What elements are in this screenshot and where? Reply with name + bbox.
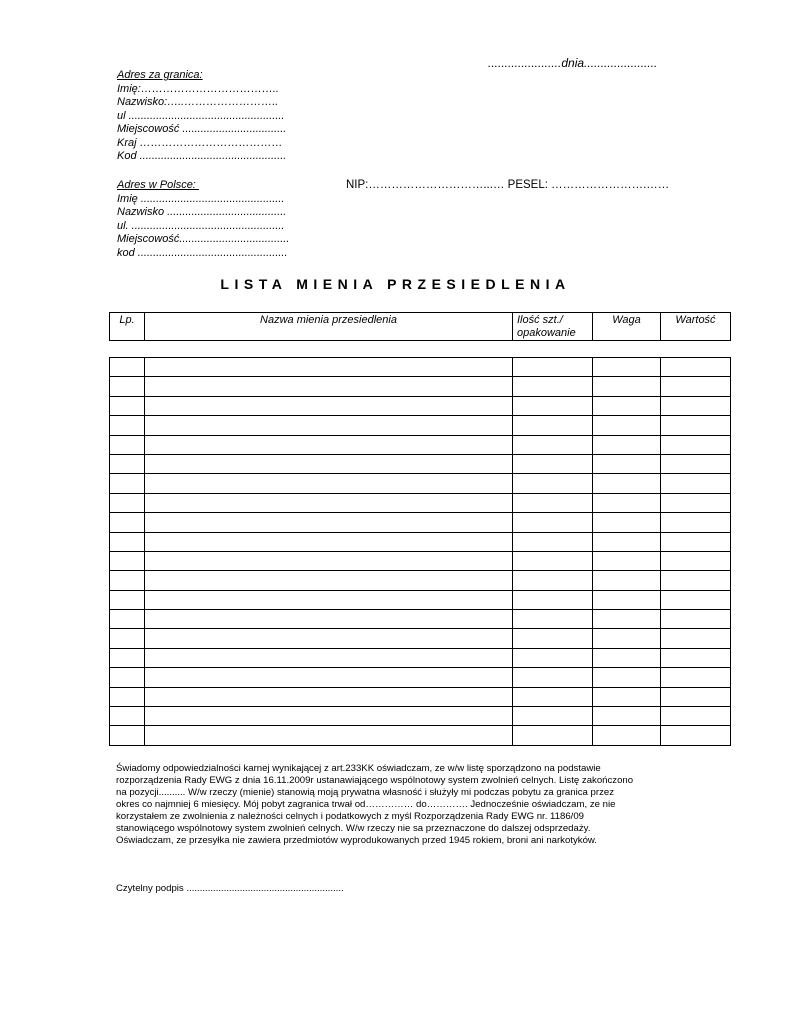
value-cell[interactable] xyxy=(661,726,731,745)
quantity-cell[interactable] xyxy=(513,707,593,726)
declaration-line: okres co najmniej 6 miesięcy. Mój pobyt zagranica trwał od…………… do…………. Jednocześnie oświadczam, ze nie xyxy=(116,799,616,810)
value-cell[interactable] xyxy=(661,493,731,512)
lp-cell[interactable] xyxy=(110,396,145,415)
quantity-cell[interactable] xyxy=(513,590,593,609)
table-row xyxy=(110,571,731,590)
lp-cell[interactable] xyxy=(110,358,145,377)
header-quantity xyxy=(513,313,593,341)
quantity-cell[interactable] xyxy=(513,687,593,706)
quantity-cell[interactable] xyxy=(513,551,593,570)
weight-cell[interactable] xyxy=(593,610,661,629)
name-cell[interactable] xyxy=(145,513,513,532)
weight-cell[interactable] xyxy=(593,454,661,473)
lp-cell[interactable] xyxy=(110,629,145,648)
table-row xyxy=(110,416,731,435)
lp-cell[interactable] xyxy=(110,610,145,629)
table-row xyxy=(110,474,731,493)
date-field[interactable]: ......................dnia...................... xyxy=(488,56,658,70)
header-quantity-line1: Ilość szt./ xyxy=(517,314,563,326)
items-table-header xyxy=(109,312,731,341)
declaration-text xyxy=(116,763,696,847)
weight-cell[interactable] xyxy=(593,629,661,648)
table-header-row xyxy=(110,313,731,341)
abroad-country-field[interactable]: Kraj ………………………………… xyxy=(117,136,283,149)
weight-cell[interactable] xyxy=(593,416,661,435)
table-row xyxy=(110,629,731,648)
quantity-cell[interactable] xyxy=(513,377,593,396)
name-cell[interactable] xyxy=(145,707,513,726)
declaration-line: stanowiącego wspólnotowy system zwolnień celnych. W/w rzeczy nie sa przeznaczone do dalszej odsprzedaży. xyxy=(116,823,591,834)
name-cell[interactable] xyxy=(145,668,513,687)
quantity-cell[interactable] xyxy=(513,532,593,551)
quantity-cell[interactable] xyxy=(513,571,593,590)
weight-cell[interactable] xyxy=(593,726,661,745)
quantity-cell[interactable] xyxy=(513,610,593,629)
value-cell[interactable] xyxy=(661,687,731,706)
name-cell[interactable] xyxy=(145,474,513,493)
lp-cell[interactable] xyxy=(110,377,145,396)
name-cell[interactable] xyxy=(145,687,513,706)
poland-postal-code-field[interactable]: kod ................................................. xyxy=(117,246,288,259)
value-cell[interactable] xyxy=(661,668,731,687)
table-row xyxy=(110,493,731,512)
header-weight: Waga xyxy=(593,313,661,341)
weight-cell[interactable] xyxy=(593,648,661,667)
table-row xyxy=(110,610,731,629)
declaration-line: korzystałem ze zwolnienia z należności celnych i podatkowych z myśl Rozporządzenia Rady EWG nr. 1186/09 xyxy=(116,811,584,822)
quantity-cell[interactable] xyxy=(513,493,593,512)
table-row xyxy=(110,435,731,454)
value-cell[interactable] xyxy=(661,396,731,415)
value-cell[interactable] xyxy=(661,416,731,435)
weight-cell[interactable] xyxy=(593,358,661,377)
value-cell[interactable] xyxy=(661,513,731,532)
value-cell[interactable] xyxy=(661,551,731,570)
weight-cell[interactable] xyxy=(593,474,661,493)
table-row xyxy=(110,648,731,667)
quantity-cell[interactable] xyxy=(513,358,593,377)
declaration-line: Oświadczam, ze przesyłka nie zawiera przedmiotów wyprodukowanych przed 1945 rokiem, broni ani narkotyków. xyxy=(116,835,597,846)
quantity-cell[interactable] xyxy=(513,726,593,745)
name-cell[interactable] xyxy=(145,435,513,454)
value-cell[interactable] xyxy=(661,435,731,454)
weight-cell[interactable] xyxy=(593,707,661,726)
items-table-body xyxy=(110,358,731,746)
lp-cell[interactable] xyxy=(110,493,145,512)
lp-cell[interactable] xyxy=(110,513,145,532)
items-table xyxy=(109,357,731,746)
name-cell[interactable] xyxy=(145,571,513,590)
lp-cell[interactable] xyxy=(110,454,145,473)
weight-cell[interactable] xyxy=(593,493,661,512)
lp-cell[interactable] xyxy=(110,668,145,687)
declaration-line: Świadomy odpowiedzialności karnej wynikającej z art.233KK oświadczam, ze w/w listę sporządzono na podstawie xyxy=(116,763,601,774)
weight-cell[interactable] xyxy=(593,668,661,687)
name-cell[interactable] xyxy=(145,358,513,377)
name-cell[interactable] xyxy=(145,532,513,551)
poland-city-field[interactable]: Miejscowość.................................... xyxy=(117,233,290,245)
quantity-cell[interactable] xyxy=(513,513,593,532)
lp-cell[interactable] xyxy=(110,416,145,435)
lp-cell[interactable] xyxy=(110,590,145,609)
lp-cell[interactable] xyxy=(110,532,145,551)
quantity-cell[interactable] xyxy=(513,648,593,667)
nip-pesel-field[interactable]: NIP:…………………………...… PESEL: …………………….…… xyxy=(346,179,670,191)
name-cell[interactable] xyxy=(145,648,513,667)
name-cell[interactable] xyxy=(145,377,513,396)
lp-cell[interactable] xyxy=(110,687,145,706)
weight-cell[interactable] xyxy=(593,551,661,570)
name-cell[interactable] xyxy=(145,726,513,745)
header-lp: Lp. xyxy=(110,313,145,341)
quantity-cell[interactable] xyxy=(513,416,593,435)
table-row xyxy=(110,377,731,396)
declaration-line: rozporządzenia Rady EWG z dnia 16.11.2009r ustanawiającego wspólnotowy system zwolnień celnych. Listę zakończono xyxy=(116,775,634,786)
table-row xyxy=(110,707,731,726)
lp-cell[interactable] xyxy=(110,435,145,454)
declaration-line: na pozycji.......... W/w rzeczy (mienie) stanowią moją prywatna własność i służyły mi podczas pobytu za granica przez xyxy=(116,787,614,798)
quantity-cell[interactable] xyxy=(513,396,593,415)
weight-cell[interactable] xyxy=(593,532,661,551)
table-row xyxy=(110,668,731,687)
weight-cell[interactable] xyxy=(593,687,661,706)
abroad-first-name-field[interactable]: Imię:……………………………….. xyxy=(117,82,279,95)
weight-cell[interactable] xyxy=(593,513,661,532)
weight-cell[interactable] xyxy=(593,377,661,396)
name-cell[interactable] xyxy=(145,396,513,415)
address-abroad-block xyxy=(117,69,286,164)
value-cell[interactable] xyxy=(661,648,731,667)
value-cell[interactable] xyxy=(661,571,731,590)
weight-cell[interactable] xyxy=(593,396,661,415)
table-row xyxy=(110,396,731,415)
quantity-cell[interactable] xyxy=(513,668,593,687)
value-cell[interactable] xyxy=(661,629,731,648)
quantity-cell[interactable] xyxy=(513,629,593,648)
value-cell[interactable] xyxy=(661,610,731,629)
name-cell[interactable] xyxy=(145,454,513,473)
table-row xyxy=(110,454,731,473)
name-cell[interactable] xyxy=(145,629,513,648)
address-poland-heading: Adres w Polsce: xyxy=(117,179,199,191)
header-quantity-line2: opakowanie xyxy=(517,327,576,339)
value-cell[interactable] xyxy=(661,474,731,493)
address-abroad-heading: Adres za granica: xyxy=(117,69,203,81)
quantity-cell[interactable] xyxy=(513,435,593,454)
name-cell[interactable] xyxy=(145,416,513,435)
lp-cell[interactable] xyxy=(110,707,145,726)
poland-last-name-field[interactable]: Nazwisko ....................................... xyxy=(117,206,287,218)
table-row xyxy=(110,358,731,377)
lp-cell[interactable] xyxy=(110,571,145,590)
name-cell[interactable] xyxy=(145,590,513,609)
quantity-cell[interactable] xyxy=(513,454,593,473)
value-cell[interactable] xyxy=(661,377,731,396)
header-name: Nazwa mienia przesiedlenia xyxy=(145,313,513,341)
table-row xyxy=(110,590,731,609)
weight-cell[interactable] xyxy=(593,590,661,609)
weight-cell[interactable] xyxy=(593,571,661,590)
lp-cell[interactable] xyxy=(110,551,145,570)
name-cell[interactable] xyxy=(145,493,513,512)
value-cell[interactable] xyxy=(661,358,731,377)
table-row xyxy=(110,551,731,570)
abroad-street-field[interactable]: ul ................................................... xyxy=(117,109,285,122)
lp-cell[interactable] xyxy=(110,648,145,667)
address-poland-block xyxy=(117,179,289,260)
poland-street-field[interactable]: ul. .................................................. xyxy=(117,219,285,232)
weight-cell[interactable] xyxy=(593,435,661,454)
table-row xyxy=(110,532,731,551)
poland-first-name-field[interactable]: Imię ............................................... xyxy=(117,192,285,205)
lp-cell[interactable] xyxy=(110,474,145,493)
table-row xyxy=(110,513,731,532)
header-value: Wartość xyxy=(661,313,731,341)
page-title: LISTA MIENIA PRZESIEDLENIA xyxy=(220,276,571,292)
abroad-city-field[interactable]: Miejscowość .................................. xyxy=(117,123,287,135)
value-cell[interactable] xyxy=(661,532,731,551)
lp-cell[interactable] xyxy=(110,726,145,745)
name-cell[interactable] xyxy=(145,551,513,570)
table-row xyxy=(110,687,731,706)
quantity-cell[interactable] xyxy=(513,474,593,493)
abroad-postal-code-field[interactable]: Kod ................................................ xyxy=(117,150,287,162)
value-cell[interactable] xyxy=(661,707,731,726)
signature-field[interactable]: Czytelny podpis ........................................................... xyxy=(116,883,344,894)
table-row xyxy=(110,726,731,745)
value-cell[interactable] xyxy=(661,590,731,609)
value-cell[interactable] xyxy=(661,454,731,473)
abroad-last-name-field[interactable]: Nazwisko:…..…………………….. xyxy=(117,96,279,108)
name-cell[interactable] xyxy=(145,610,513,629)
